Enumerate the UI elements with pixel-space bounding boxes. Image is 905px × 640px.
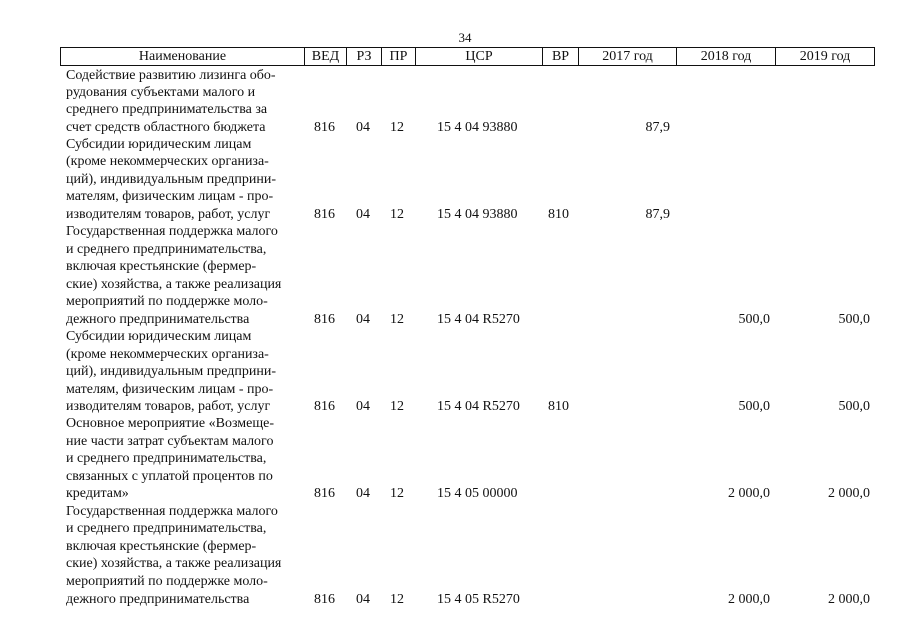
row-ved: 816	[314, 592, 335, 607]
row-rz: 04	[356, 486, 370, 501]
header-ved: ВЕД	[311, 49, 340, 64]
row-name-line: дежного предпринимательства	[66, 312, 250, 327]
row-rz: 04	[356, 312, 370, 327]
row-csr: 15 4 05 00000	[437, 486, 518, 501]
row-2019: 2 000,0	[828, 592, 870, 607]
row-2017: 87,9	[645, 120, 670, 135]
row-name-line: кредитам»	[66, 486, 129, 501]
row-2018	[680, 120, 770, 135]
row-rz: 04	[356, 399, 370, 414]
row-csr: 15 4 04 93880	[437, 207, 518, 222]
header-csr: ЦСР	[465, 49, 493, 64]
row-2019: 500,0	[838, 312, 870, 327]
header-pr: ПР	[389, 49, 408, 64]
row-pr: 12	[390, 486, 404, 501]
row-ved: 816	[314, 312, 335, 327]
page-number: 34	[458, 30, 472, 45]
row-ved: 816	[314, 207, 335, 222]
row-name-line: включая крестьянские (фермер-	[66, 259, 257, 274]
row-vr: 810	[548, 399, 569, 414]
header-vr: ВР	[551, 49, 570, 64]
row-name-line: ций), индивидуальным предприни-	[66, 172, 277, 187]
row-2019	[780, 120, 870, 135]
row-pr: 12	[390, 592, 404, 607]
row-name-line: счет средств областного бюджета	[66, 120, 266, 135]
row-name-line: ские) хозяйства, а также реализация	[66, 277, 282, 292]
row-name-line: Государственная поддержка малого	[66, 224, 278, 239]
row-name-line: (кроме некоммерческих организа-	[66, 347, 269, 362]
row-2019	[780, 207, 870, 222]
row-name-line: среднего предпринимательства за	[66, 102, 268, 117]
row-name-line: Основное мероприятие «Возмеще-	[66, 416, 275, 431]
row-pr: 12	[390, 399, 404, 414]
row-rz: 04	[356, 592, 370, 607]
row-2018: 2 000,0	[728, 486, 770, 501]
row-name-line: и среднего предпринимательства,	[66, 451, 267, 466]
row-name-line: ций), индивидуальным предприни-	[66, 364, 277, 379]
header-2017: 2017 год	[602, 49, 653, 64]
header-border-bottom	[60, 65, 875, 66]
row-name-line: Субсидии юридическим лицам	[66, 137, 252, 152]
header-2018: 2018 год	[700, 49, 752, 64]
row-pr: 12	[390, 207, 404, 222]
header-2019: 2019 год	[799, 49, 851, 64]
row-name-line: и среднего предпринимательства,	[66, 521, 267, 536]
row-2017	[590, 312, 670, 327]
row-name-line: (кроме некоммерческих организа-	[66, 154, 269, 169]
row-name-line: мероприятий по поддержке моло-	[66, 574, 268, 589]
row-name-line: мероприятий по поддержке моло-	[66, 294, 268, 309]
row-name-line: изводителям товаров, работ, услуг	[66, 207, 271, 222]
row-pr: 12	[390, 312, 404, 327]
row-2019: 500,0	[838, 399, 870, 414]
header-rz: РЗ	[356, 49, 372, 64]
row-ved: 816	[314, 120, 335, 135]
row-name-line: изводителям товаров, работ, услуг	[66, 399, 271, 414]
row-name-line: ние части затрат субъектам малого	[66, 434, 274, 449]
row-name-line: связанных с уплатой процентов по	[66, 469, 273, 484]
row-name-line: мателям, физическим лицам - про-	[66, 382, 274, 397]
row-name-line: Субсидии юридическим лицам	[66, 329, 252, 344]
row-2017	[590, 399, 670, 414]
header-name: Наименование	[138, 49, 227, 64]
row-name-line: дежного предпринимательства	[66, 592, 250, 607]
row-name-line: и среднего предпринимательства,	[66, 242, 267, 257]
row-2018: 500,0	[738, 399, 770, 414]
row-2017: 87,9	[645, 207, 670, 222]
row-name-line: Содействие развитию лизинга обо-	[66, 68, 276, 83]
row-2018: 2 000,0	[728, 592, 770, 607]
row-2018: 500,0	[738, 312, 770, 327]
header-divider	[874, 47, 875, 66]
row-csr: 15 4 04 93880	[437, 120, 518, 135]
row-csr: 15 4 04 R5270	[437, 399, 520, 414]
row-ved: 816	[314, 486, 335, 501]
row-name-line: мателям, физическим лицам - про-	[66, 189, 274, 204]
row-name-line: Государственная поддержка малого	[66, 504, 278, 519]
row-csr: 15 4 05 R5270	[437, 592, 520, 607]
row-name-line: включая крестьянские (фермер-	[66, 539, 257, 554]
row-name-line: рудования субъектами малого и	[66, 85, 256, 100]
row-rz: 04	[356, 207, 370, 222]
row-2017	[590, 486, 670, 501]
row-ved: 816	[314, 399, 335, 414]
row-pr: 12	[390, 120, 404, 135]
row-vr: 810	[548, 207, 569, 222]
row-2017	[590, 592, 670, 607]
row-rz: 04	[356, 120, 370, 135]
row-2018	[680, 207, 770, 222]
row-2019: 2 000,0	[828, 486, 870, 501]
row-name-line: ские) хозяйства, а также реализация	[66, 556, 282, 571]
row-csr: 15 4 04 R5270	[437, 312, 520, 327]
